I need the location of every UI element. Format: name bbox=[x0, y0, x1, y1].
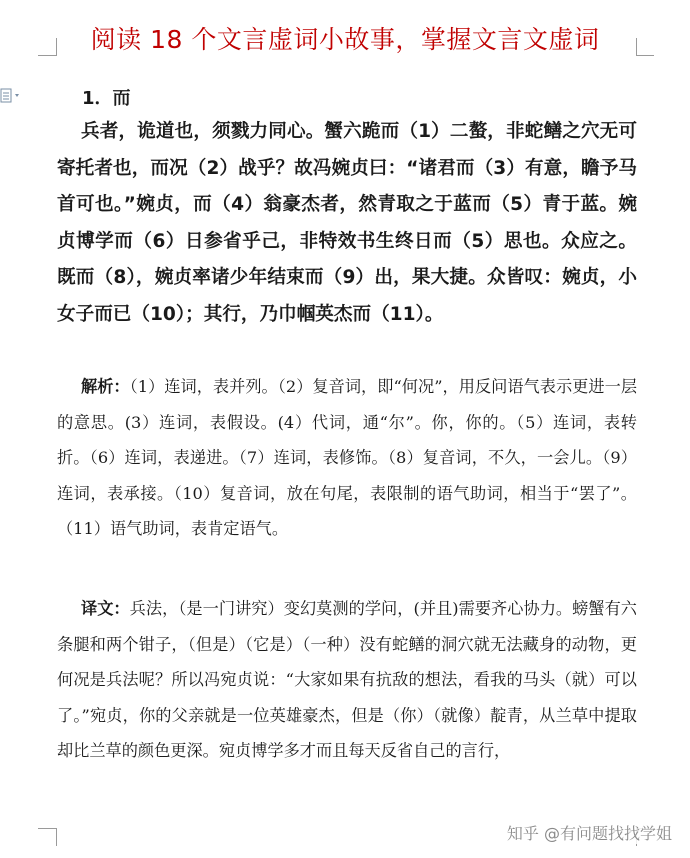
story-paragraph: 兵者，诡道也，须戮力同心。蟹六跪而（1）二螯，非蛇鳝之穴无可寄托者也，而况（2）战乎？故冯婉贞曰：“诸君而（3）有意，瞻予马首可也。”婉贞，而（4）翁豪杰者，然青取之于蓝而（5）青于蓝。婉贞博学而（6）日参省乎己，非特效书生终日而（5）思也。众应之。既而（8），婉贞率诸少年结束而（9）出，果大捷。众皆叹：婉贞，小女子而已（10）；其行，乃巾帼英杰而（11）。 bbox=[57, 121, 637, 325]
analysis-text: （1）连词，表并列。（2）复音词，即“何况”，用反问语气表示更进一层的意思。(3）连词，表假设。(4）代词，通“尔”。你，你的。（5）连词，表转折。（6）连词，表递进。（7）连词，表修饰。（8）复音词，不久，一会儿。（9）连词，表承接。（10）复音词，放在句尾，表限制的语气助词，相当于“罢了”。（11）语气助词，表肯定语气。 bbox=[57, 377, 638, 538]
document-icon[interactable] bbox=[0, 88, 22, 104]
translation-label: 译文： bbox=[81, 599, 130, 618]
watermark: 知乎 @有问题找找学姐 bbox=[503, 821, 676, 844]
crop-mark-bottom-left-h bbox=[38, 828, 56, 829]
analysis-paragraph bbox=[57, 369, 637, 547]
translation-text: 兵法，（是一门讲究）变幻莫测的学问，(并且)需要齐心协力。螃蟹有六条腿和两个钳子，（但是）（它是）（一种）没有蛇鳝的洞穴就无法藏身的动物，更何况是兵法呢？所以冯宛贞说：“大家如果有抗敌的想法，看我的马头（就）可以了。”宛贞，你的父亲就是一位英雄豪杰，但是（你）（就像）靛青，从兰草中提取却比兰草的颜色更深。宛贞博学多才而且每天反省自己的言行， bbox=[57, 599, 637, 760]
analysis-label: 解析： bbox=[81, 377, 130, 396]
document-title: 阅读 18 个文言虚词小故事，掌握文言文虚词 bbox=[90, 25, 600, 54]
translation-paragraph bbox=[57, 591, 637, 769]
crop-mark-bottom-left-v bbox=[56, 828, 57, 846]
section-heading: 1．而 bbox=[82, 88, 131, 109]
